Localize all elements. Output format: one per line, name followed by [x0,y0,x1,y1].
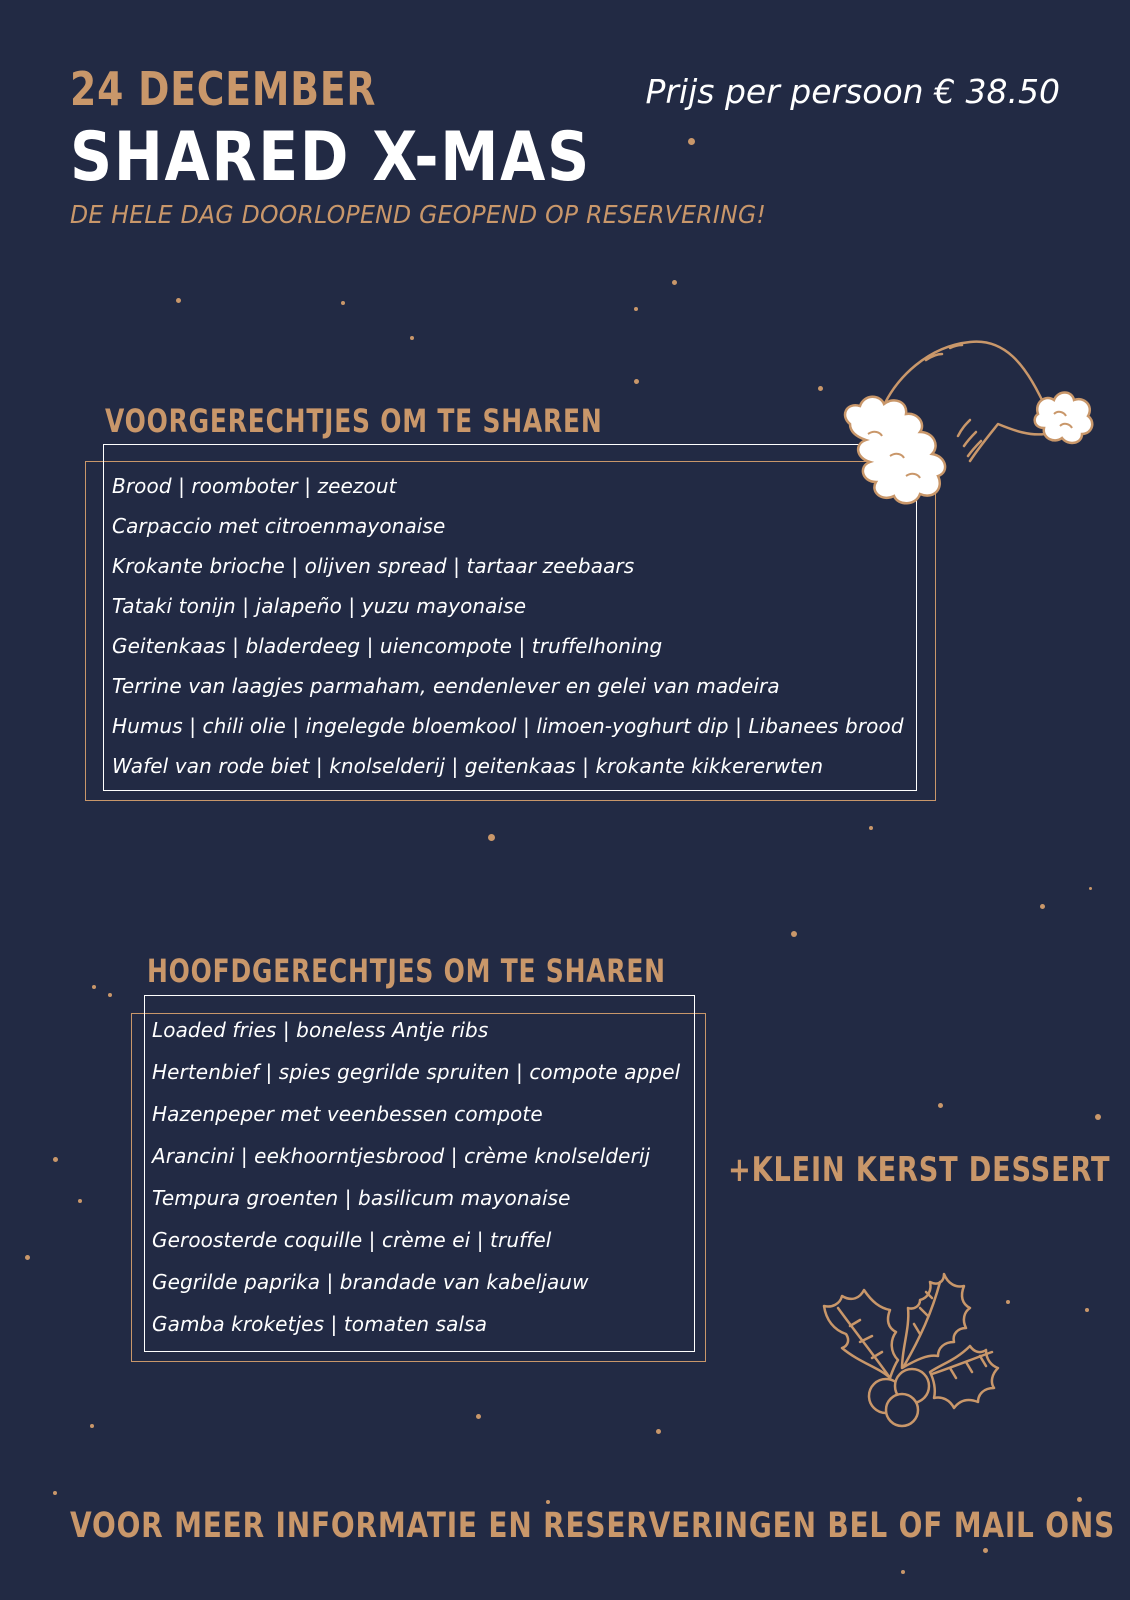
list-item: Loaded fries | boneless Antje ribs [152,1018,489,1042]
list-item: Tataki tonijn | jalapeño | yuzu mayonaise [112,594,527,618]
list-item: Tempura groenten | basilicum mayonaise [152,1186,571,1210]
list-item: Gamba kroketjes | tomaten salsa [152,1312,488,1336]
holly-icon [820,1268,1000,1428]
list-item: Krokante brioche | olijven spread | tartaar zeebaars [112,554,635,578]
mains-heading: HOOFDGERECHTJES OM TE SHAREN [147,952,666,990]
list-item: Gegrilde paprika | brandade van kabeljauw [152,1270,589,1294]
list-item: Terrine van laagjes parmaham, eendenlever en gelei van madeira [112,674,780,698]
list-item: Hazenpeper met veenbessen compote [152,1102,543,1126]
list-item: Wafel van rode biet | knolselderij | geitenkaas | krokante kikkererwten [112,754,824,778]
starters-list [112,474,904,794]
list-item: Carpaccio met citroenmayonaise [112,514,446,538]
mains-list [152,1018,680,1354]
starters-heading: VOORGERECHTJES OM TE SHAREN [105,402,603,440]
dessert-note: +KLEIN KERST DESSERT [728,1150,1111,1190]
list-item: Geitenkaas | bladerdeeg | uiencompote | truffelhoning [112,634,663,658]
page-title: SHARED X-MAS [70,118,592,197]
list-item: Hertenbief | spies gegrilde spruiten | compote appel [152,1060,681,1084]
contact-footer: VOOR MEER INFORMATIE EN RESERVERINGEN BEL OF MAIL ONS [70,1506,1116,1546]
santa-hat-icon [840,336,1100,516]
event-date: 24 DECEMBER [70,62,377,116]
list-item: Brood | roomboter | zeezout [112,474,397,498]
list-item: Humus | chili olie | ingelegde bloemkool | limoen-yoghurt dip | Libanees brood [112,714,904,738]
list-item: Geroosterde coquille | crème ei | truffel [152,1228,552,1252]
opening-note: DE HELE DAG DOORLOPEND GEOPEND OP RESERVERING! [70,200,767,229]
price-per-person: Prijs per persoon € 38.50 [645,72,1060,111]
list-item: Arancini | eekhoorntjesbrood | crème knolselderij [152,1144,651,1168]
